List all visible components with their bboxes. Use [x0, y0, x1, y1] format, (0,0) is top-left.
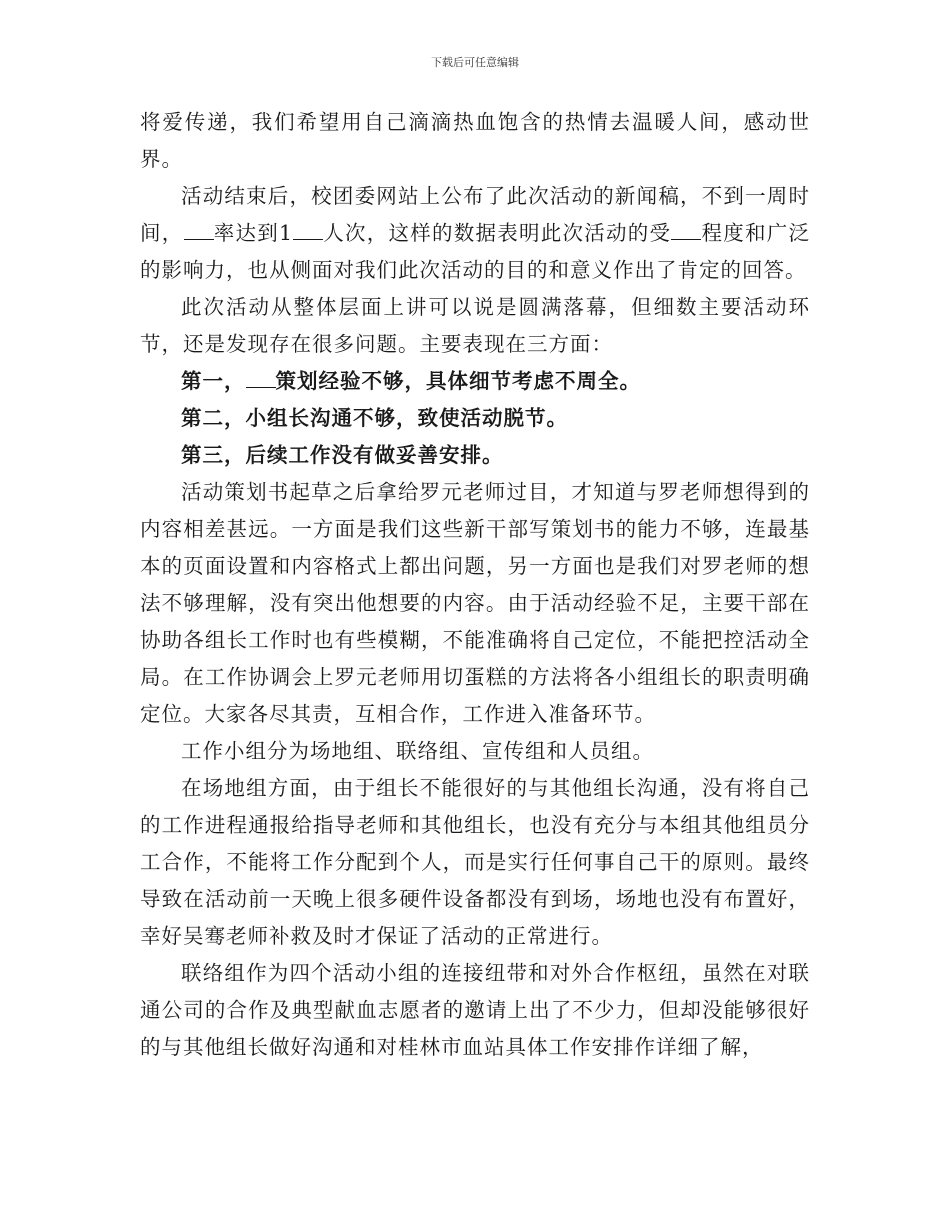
paragraph-8: 工作小组分为场地组、联络组、宣传组和人员组。	[181, 739, 654, 763]
paragraph-3: 此次活动从整体层面上讲可以说是圆满落幕，但细数主要活动环节，还是发现存在很多问题。主要表现在三方面：	[140, 295, 810, 356]
point-2: 第二，小组长沟通不够，致使活动脱节。	[181, 406, 568, 430]
paragraph-2-part-c: 人次，这样的数据表明此次活动的受	[323, 221, 672, 245]
paragraph-2	[140, 178, 810, 289]
fill-blank	[184, 219, 214, 240]
fill-blank	[246, 367, 276, 388]
paragraph-2-part-a: 活动结束后，校团委网站上公布了此次活动的新闻稿，不到一周时间，	[140, 184, 810, 245]
point-3: 第三，后续工作没有做妥善安排。	[181, 443, 504, 467]
paragraph-9: 在场地组方面，由于组长不能很好的与其他组长沟通，没有将自己的工作进程通报给指导老师和其他组长，也没有充分与本组其他组员分工合作，不能将工作分配到个人，而是实行任何事自己干的原则。最终导致在活动前一天晚上很多硬件设备都没有到场，场地也没有布置好，幸好吴骞老师补救及时才保证了活动的正常进行。	[140, 776, 810, 948]
fill-blank	[671, 219, 701, 240]
paragraph-1: 将爱传递，我们希望用自己滴滴热血饱含的热情去温暖人间，感动世界。	[140, 110, 810, 171]
page-header: 下载后可任意编辑	[431, 56, 519, 69]
document-body	[140, 104, 810, 1066]
paragraph-2-part-b: 率达到1	[213, 221, 294, 245]
paragraph-7: 活动策划书起草之后拿给罗元老师过目，才知道与罗老师想得到的内容相差甚远。一方面是我们这些新干部写策划书的能力不够，连最基本的页面设置和内容格式上都出问题，另一方面也是我们对罗老师的想法不够理解，没有突出他想要的内容。由于活动经验不足，主要干部在协助各组长工作时也有些模糊，不能准确将自己定位，不能把控活动全局。在工作协调会上罗元老师用切蛋糕的方法将各小组组长的职责明确定位。大家各尽其责，互相合作，工作进入准备环节。	[140, 480, 810, 726]
paragraph-10: 联络组作为四个活动小组的连接纽带和对外合作枢纽，虽然在对联通公司的合作及典型献血志愿者的邀请上出了不少力，但却没能够很好的与其他组长做好沟通和对桂林市血站具体工作安排作详细了解，	[140, 961, 810, 1059]
point-1-prefix: 第一，	[181, 369, 246, 393]
fill-blank	[293, 219, 323, 240]
paragraph-2-part-d: 程度和广泛的影响力，也从侧面对我们此次活动的目的和意义作出了肯定的回答。	[140, 221, 811, 282]
point-1	[140, 363, 810, 400]
point-1-text: 策划经验不够，具体细节考虑不周全。	[275, 369, 641, 393]
